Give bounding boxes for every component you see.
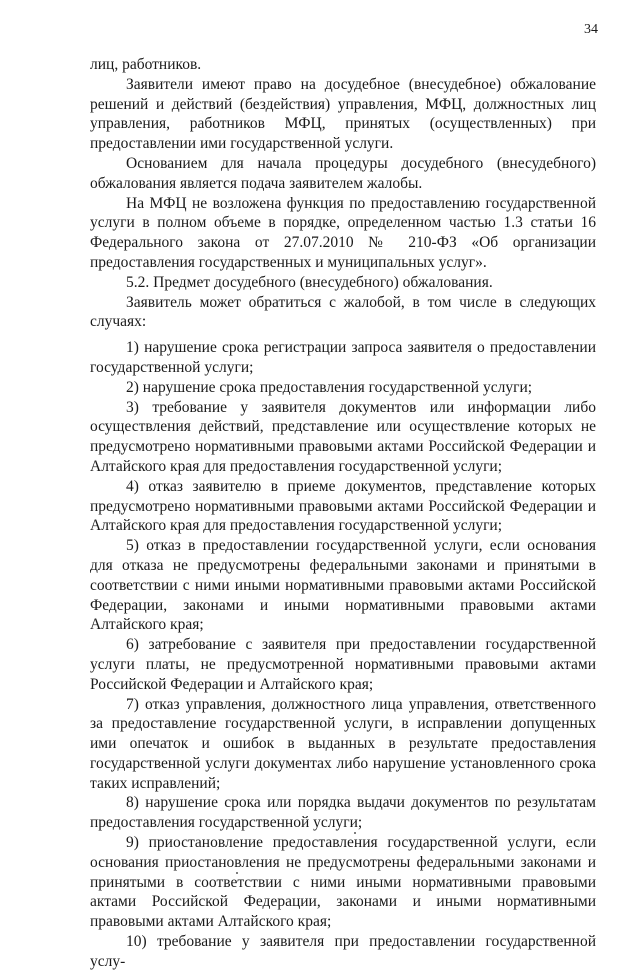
scan-speck	[354, 832, 356, 834]
list-item: 6) затребование с заявителя при предоставлении государственной услуги платы, не предусмотренной нормативными правовыми актами Российской Федерации и Алтайского края;	[90, 636, 596, 693]
list-item: 3) требование у заявителя документов или информации либо осуществления действий, представление или осуществление которых не предусмотрено нормативными правовыми актами Российской Федерации и Алтайского края для предоставления государственной услуги;	[90, 398, 596, 475]
list-item: 9) приостановление предоставления государственной услуги, если основания приостановления не предусмотрены федеральными законами и принятыми в соответствии с ними иными нормативными правовыми актами Российской Федерации, законами и иными нормативными правовыми актами Алтайского края;	[90, 834, 596, 931]
scan-speck	[236, 872, 238, 874]
list-item: 10) требование у заявителя при предоставлении государственной услу-	[90, 933, 596, 970]
list-item: 7) отказ управления, должностного лица управления, ответственного за предоставление государственной услуги, в исправлении допущенных ими опечаток и ошибок в выданных в результате предоставления государственной услуги документах либо нарушение установленного срока таких исправлений;	[90, 695, 596, 792]
paragraph-complaint-cases-intro: Заявитель может обратиться с жалобой, в том числе в следующих случаях:	[90, 293, 596, 331]
paragraph-mfc-function: На МФЦ не возложена функция по предоставлению государственной услуги в полном объеме в порядке, определенном частью 1.3 статьи 16 Федерального закона от 27.07.2010 № 210-ФЗ «Об организации предоставления государственных и муниципальных услуг».	[90, 194, 596, 271]
paragraph-continuation: лиц, работников.	[90, 56, 202, 73]
page-number: 34	[584, 22, 598, 37]
paragraph-appeal-right: Заявители имеют право на досудебное (внесудебное) обжалование решений и действий (бездействия) управления, МФЦ, должностных лиц управления, работников МФЦ, принятых (осуществленных) при предоставлении ими государственной услуги.	[90, 75, 596, 153]
list-item: 1) нарушение срока регистрации запроса заявителя о предоставлении государственной услуги;	[90, 339, 596, 376]
section-heading-5-2: 5.2. Предмет досудебного (внесудебного) обжалования.	[126, 273, 493, 291]
document-body	[90, 55, 596, 972]
list-item: 4) отказ заявителю в приеме документов, представление которых предусмотрено нормативными правовыми актами Российской Федерации и Алтайского края для предоставления государственной услуги;	[90, 477, 596, 535]
list-item: 5) отказ в предоставлении государственной услуги, если основания для отказа не предусмотрены федеральными законами и принятыми в соответствии с ними иными нормативными правовыми актами Российской Федерации, законами и иными нормативными правовыми актами Алтайского края;	[90, 537, 596, 634]
paragraph-procedure-basis: Основанием для начала процедуры досудебного (внесудебного) обжалования является подача заявителем жалобы.	[90, 154, 596, 192]
list-item: 2) нарушение срока предоставления государственной услуги;	[126, 378, 533, 396]
list-item: 8) нарушение срока или порядка выдачи документов по результатам предоставления государственной услуги;	[90, 794, 596, 832]
